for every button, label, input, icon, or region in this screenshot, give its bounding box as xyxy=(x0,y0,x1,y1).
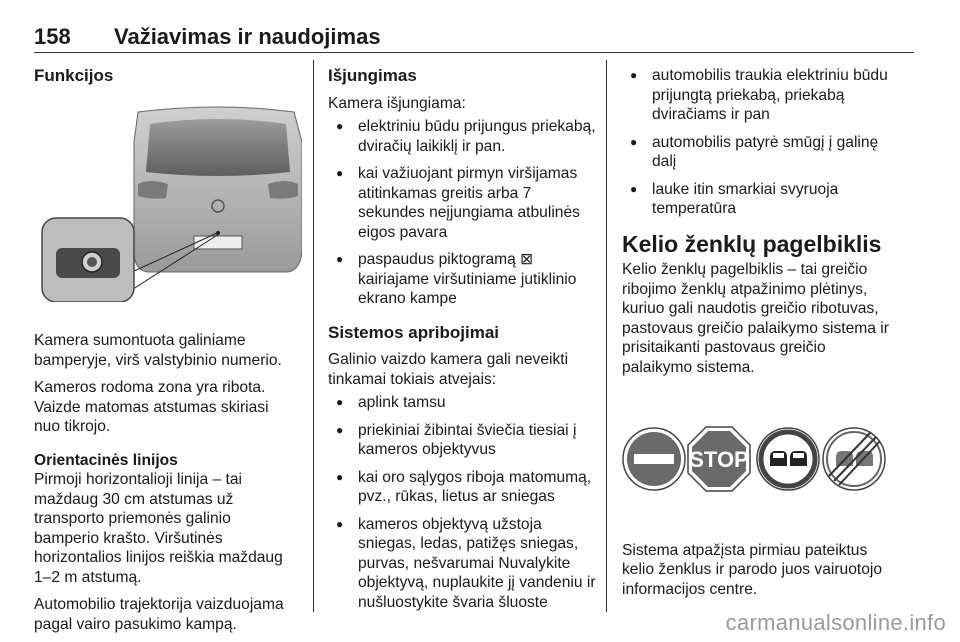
list-item: ● automobilis traukia elektriniu būdu prijungtą priekabą, priekabą dviračiams ir pan xyxy=(622,66,894,125)
list-item: ● kai važiuojant pirmyn viršijamas atitinkamas greitis arba 7 sekundes neįjungiama atbulinės eigos pavara xyxy=(328,164,596,242)
list-item: ● aplink tamsu xyxy=(328,393,596,413)
list-item: ● kameros objektyvą užstoja sniegas, ledas, patižęs sniegas, purvas, nešvarumai Nuvalykite objektyvą, nuplaukite jį vandeniu ir nušluostykite švaria šluoste xyxy=(328,515,596,613)
deactivation-intro: Kamera išjungiama: xyxy=(328,94,466,112)
traffic-signs-illustration xyxy=(622,411,888,507)
limitations-list-continued xyxy=(622,66,894,219)
list-item: ● elektriniu būdu prijungus priekabą, dviračių laikiklį ir pan. xyxy=(328,117,596,156)
deactivation-list xyxy=(328,117,596,309)
list-item: ● automobilis patyrė smūgį į galinę dalį xyxy=(622,133,894,172)
section-heading-limitations: Sistemos apribojimai xyxy=(328,322,499,342)
limitations-intro: Galinio vaizdo kamera gali neveikti tinkamai tokiais atvejais: xyxy=(328,351,569,388)
traffic-sign-assistant-text: Kelio ženklų pagelbiklis – tai greičio ribojimo ženklų atpažinimo plėtinys, kuriuo gali naudotis greičio ribotuvas, pastovaus greičio palaikymo sistema ir prisitaikanti pastovaus greičio palaikymo sistema. xyxy=(622,261,889,376)
page-title: Važiavimas ir naudojimas xyxy=(114,24,381,49)
page-number: 158 xyxy=(34,24,71,49)
sign-recognition-text: Sistema atpažįsta pirmiau pateiktus kelio ženklus ir parodo juos vairuotojo informacijos centre. xyxy=(622,541,883,598)
stop-sign-icon xyxy=(688,427,750,491)
list-item: ● lauke itin smarkiai svyruoja temperatūra xyxy=(622,180,894,219)
watermark: carmanualsonline.info xyxy=(725,610,946,635)
end-no-overtaking-sign-icon xyxy=(823,428,885,490)
rear-camera-illustration xyxy=(38,102,302,302)
section-heading-deactivation: Išjungimas xyxy=(328,66,417,85)
list-item: ● kai oro sąlygos riboja matomumą, pvz., rūkas, lietus ar sniegas xyxy=(328,468,596,507)
list-item: ● priekiniai žibintai šviečia tiesiai į kameros objektyvus xyxy=(328,421,596,460)
column-middle xyxy=(328,66,596,620)
guide-lines-text: Pirmoji horizontalioji linija – tai maždaug 30 cm atstumas už transporto priemonės galinio bamperio krašto. Viršutinės horizontalios linijos reiškia maždaug 1–2 m atstumą. xyxy=(34,471,283,586)
limitations-list xyxy=(328,393,596,612)
no-entry-sign-icon xyxy=(623,428,685,490)
section-heading-traffic-sign-assistant: Kelio ženklų pagelbiklis xyxy=(622,230,882,257)
section-heading-functions: Funkcijos xyxy=(34,66,114,85)
page-header xyxy=(34,24,914,52)
column-divider-2 xyxy=(606,60,607,612)
trajectory-text: Automobilio trajektorija vaizduojama pagal vairo pasukimo kampą. xyxy=(34,596,284,633)
camera-zone-text: Kameros rodoma zona yra ribota. Vaizde matomas atstumas skiriasi nuo tikrojo. xyxy=(34,379,269,435)
column-left xyxy=(34,66,298,642)
column-right xyxy=(622,66,894,607)
stop-sign-text: STOP xyxy=(689,447,749,472)
camera-location-text: Kamera sumontuota galiniame bamperyje, virš valstybinio numerio. xyxy=(34,332,282,369)
list-item: ● paspaudus piktogramą ⊠ kairiajame viršutiniame jutiklinio ekrano kampe xyxy=(328,250,596,309)
subheading-guide-lines: Orientacinės linijos xyxy=(34,451,178,469)
column-divider-1 xyxy=(313,60,314,612)
no-overtaking-sign-icon xyxy=(757,428,819,490)
header-rule xyxy=(34,52,914,53)
